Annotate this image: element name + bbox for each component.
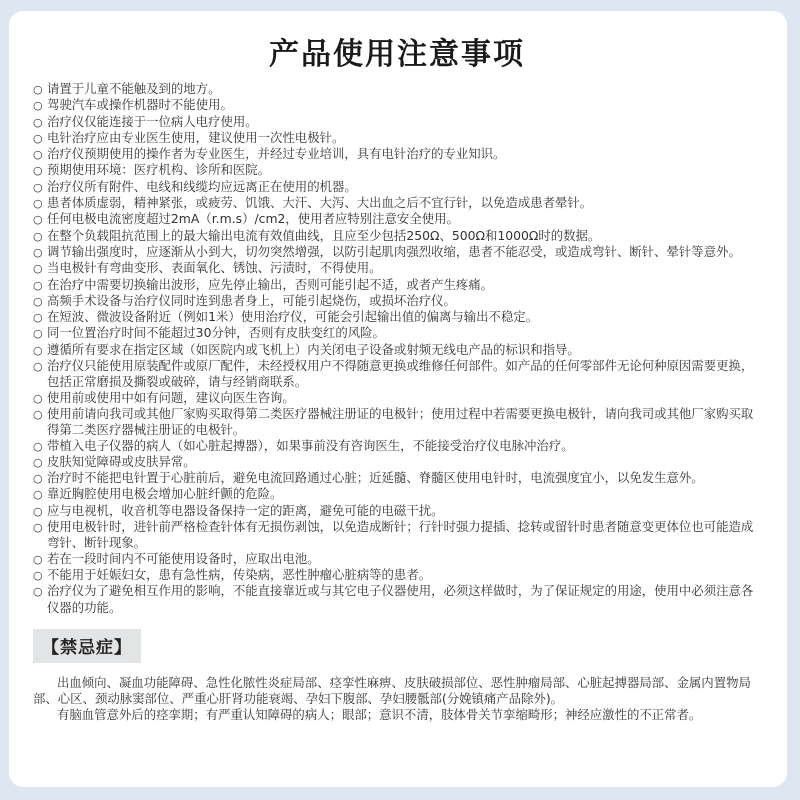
list-item-text: 电针治疗应由专业医生使用，建议使用一次性电极针。: [47, 129, 345, 145]
list-item: [33, 309, 761, 325]
list-item-text: 应与电视机，收音机等电器设备保持一定的距离，避免可能的电磁干扰。: [47, 502, 444, 518]
bullet-icon: ○: [33, 99, 43, 113]
bullet-icon: ○: [33, 488, 43, 502]
list-item-text: 不能用于妊娠妇女，患有急性病，传染病，恶性肿瘤心脏病等的患者。: [47, 566, 432, 582]
list-item-text: 遵循所有要求在指定区域（如医院内或飞机上）内关闭电子设备或射频无线电产品的标识和指导。: [47, 341, 580, 357]
list-item: [33, 551, 761, 567]
bullet-icon: ○: [33, 343, 43, 357]
list-item-text: 若在一段时间内不可能使用设备时，应取出电池。: [47, 550, 320, 566]
list-item-text: 请置于儿童不能触及到的地方。: [47, 81, 221, 96]
bullet-icon: ○: [33, 245, 43, 259]
notice-card: [9, 11, 787, 787]
list-item-text: 治疗仪为了避免相互作用的影响，不能直接靠近或与其它电子仪器使用，必须这样做时，为了保证规定的用途，使用中必须注意各仪器的功能。: [47, 583, 754, 615]
list-item: [33, 342, 761, 358]
precautions-list: [33, 81, 761, 615]
list-item: [33, 583, 761, 615]
bullet-icon: ○: [33, 360, 43, 374]
list-item-text: 带植入电子仪器的病人（如心脏起搏器），如果事前没有咨询医生，不能接受治疗仪电脉冲治疗。: [47, 437, 574, 453]
list-item-text: 治疗时不能把电针置于心脏前后，避免电流回路通过心脏；近延髓、脊髓区使用电针时，电流强度宜小，以免发生意外。: [47, 470, 704, 486]
list-item-text: 在短波、微波设备附近（例如1米）使用治疗仪，可能会引起输出值的偏离与输出不稳定。: [47, 309, 539, 325]
list-item: [33, 97, 761, 113]
bullet-icon: ○: [33, 439, 43, 453]
list-item: [33, 358, 761, 390]
list-item: [33, 277, 761, 293]
list-item: [33, 567, 761, 583]
list-item: [33, 470, 761, 486]
list-item: [33, 179, 761, 195]
bullet-icon: ○: [33, 278, 43, 292]
list-item: [33, 406, 761, 438]
bullet-icon: ○: [33, 391, 43, 405]
list-item: [33, 228, 761, 244]
list-item: [33, 130, 761, 146]
list-item: [33, 162, 761, 178]
list-item-text: 治疗仪仅能连接于一位病人电疗使用。: [47, 113, 258, 129]
list-item-text: 任何电极电流密度超过2mA（r.m.s）/cm2，使用者应特别注意安全使用。: [47, 211, 459, 227]
bullet-icon: ○: [33, 521, 43, 535]
list-item: [33, 519, 761, 551]
list-item: [33, 486, 761, 502]
bullet-icon: ○: [33, 455, 43, 469]
bullet-icon: ○: [33, 294, 43, 308]
contraindications-heading: 【禁忌症】: [33, 629, 141, 663]
list-item-text: 调节输出强度时，应逐渐从小到大，切勿突然增强，以防引起肌肉强烈收缩，患者不能忍受，或造成弯针、断针、晕针等意外。: [47, 243, 741, 259]
list-item-text: 同一位置治疗时间不能超过30分钟，否则有皮肤变红的风险。: [47, 325, 385, 341]
list-item: [33, 244, 761, 260]
bullet-icon: ○: [33, 164, 43, 178]
bullet-icon: ○: [33, 83, 43, 96]
bullet-icon: ○: [33, 552, 43, 566]
list-item-text: 当电极针有弯曲变形、表面氧化、锈蚀、污渍时，不得使用。: [47, 260, 382, 276]
list-item-text: 治疗仪预期使用的操作者为专业医生，并经过专业培训，具有电针治疗的专业知识。: [47, 146, 506, 162]
list-item-text: 驾驶汽车或操作机器时不能使用。: [47, 97, 233, 113]
list-item-text: 在整个负载阻抗范围上的最大输出电流有效值曲线，且应至少包括250Ω、500Ω和1000Ω时的数据。: [47, 227, 601, 243]
list-item: [33, 146, 761, 162]
bullet-icon: ○: [33, 472, 43, 486]
bullet-icon: ○: [33, 197, 43, 211]
list-item-text: 使用前请向我司或其他厂家购买取得第二类医疗器械注册证的电极针；使用过程中若需要更换电极针，请向我司或其他厂家购买取得第二类医疗器械注册证的电极针。: [47, 405, 754, 438]
list-item-text: 皮肤知觉障碍或皮肤异常。: [47, 453, 196, 469]
bullet-icon: ○: [33, 327, 43, 341]
bullet-icon: ○: [33, 262, 43, 276]
contraindication-paragraph: 有脑血管意外后的痉挛期；有严重认知障碍的病人；眼部；意识不清，肢体骨关节挛缩畸形；神经应激性的不正常者。: [57, 706, 702, 722]
list-item-text: 在治疗中需要切换输出波形，应先停止输出，否则可能引起不适，或者产生疼痛。: [47, 276, 494, 292]
page-title: 产品使用注意事项: [269, 37, 525, 72]
list-item-text: 靠近胸腔使用电极会增加心脏纤颤的危险。: [47, 486, 283, 502]
list-item: [33, 211, 761, 227]
bullet-icon: ○: [33, 213, 43, 227]
list-item: [33, 390, 761, 406]
list-item: [33, 81, 761, 97]
list-item: [33, 114, 761, 130]
list-item-text: 治疗仪所有附件、电线和线缆均应远离正在使用的机器。: [47, 178, 357, 194]
bullet-icon: ○: [33, 148, 43, 162]
bullet-icon: ○: [33, 131, 43, 145]
list-item: [33, 454, 761, 470]
bullet-icon: ○: [33, 115, 43, 129]
list-item: [33, 195, 761, 211]
contraindications-text: [33, 675, 761, 723]
list-item-text: 使用前或使用中如有问题，建议向医生咨询。: [47, 389, 295, 405]
bullet-icon: ○: [33, 407, 43, 421]
contraindication-paragraph: 出血倾向、凝血功能障碍、急性化脓性炎症局部、痉挛性麻痹、皮肤破损部位、恶性肿瘤局部、心脏起搏器局部、金属内置物局部、心区、颈动脉窦部位、严重心肝肾功能衰竭、孕妇下腹部、孕妇腰骶部(分娩镇痛产品除外)。: [33, 674, 751, 706]
list-item-text: 使用电极针时，进针前严格检查针体有无损伤剥蚀，以免造成断针；行针时强力提插、捻转或留针时患者随意变更体位也可能造成弯针、断针现象。: [47, 519, 754, 551]
list-item: [33, 293, 761, 309]
list-item-text: 高频手术设备与治疗仪同时连到患者身上，可能引起烧伤，或损坏治疗仪。: [47, 292, 456, 308]
list-item: [33, 438, 761, 454]
list-item-text: 预期使用环境：医疗机构、诊所和医院。: [47, 162, 271, 178]
bullet-icon: ○: [33, 180, 43, 194]
list-item: [33, 503, 761, 519]
bullet-icon: ○: [33, 504, 43, 518]
list-item: [33, 325, 761, 341]
list-item: [33, 260, 761, 276]
list-item-text: 治疗仪只能使用原装配件或原厂配件，未经授权用户不得随意更换或维修任何部件。如产品的任何零部件无论何种原因需要更换，包括正常磨损及撕裂或破碎，请与经销商联系。: [47, 358, 754, 390]
list-item-text: 患者体质虚弱，精神紧张，或疲劳、饥饿、大汗、大泻、大出血之后不宜行针，以免造成患者晕针。: [47, 195, 593, 211]
bullet-icon: ○: [33, 311, 43, 325]
bullet-icon: ○: [33, 229, 43, 243]
bullet-icon: ○: [33, 568, 43, 582]
bullet-icon: ○: [33, 585, 43, 599]
